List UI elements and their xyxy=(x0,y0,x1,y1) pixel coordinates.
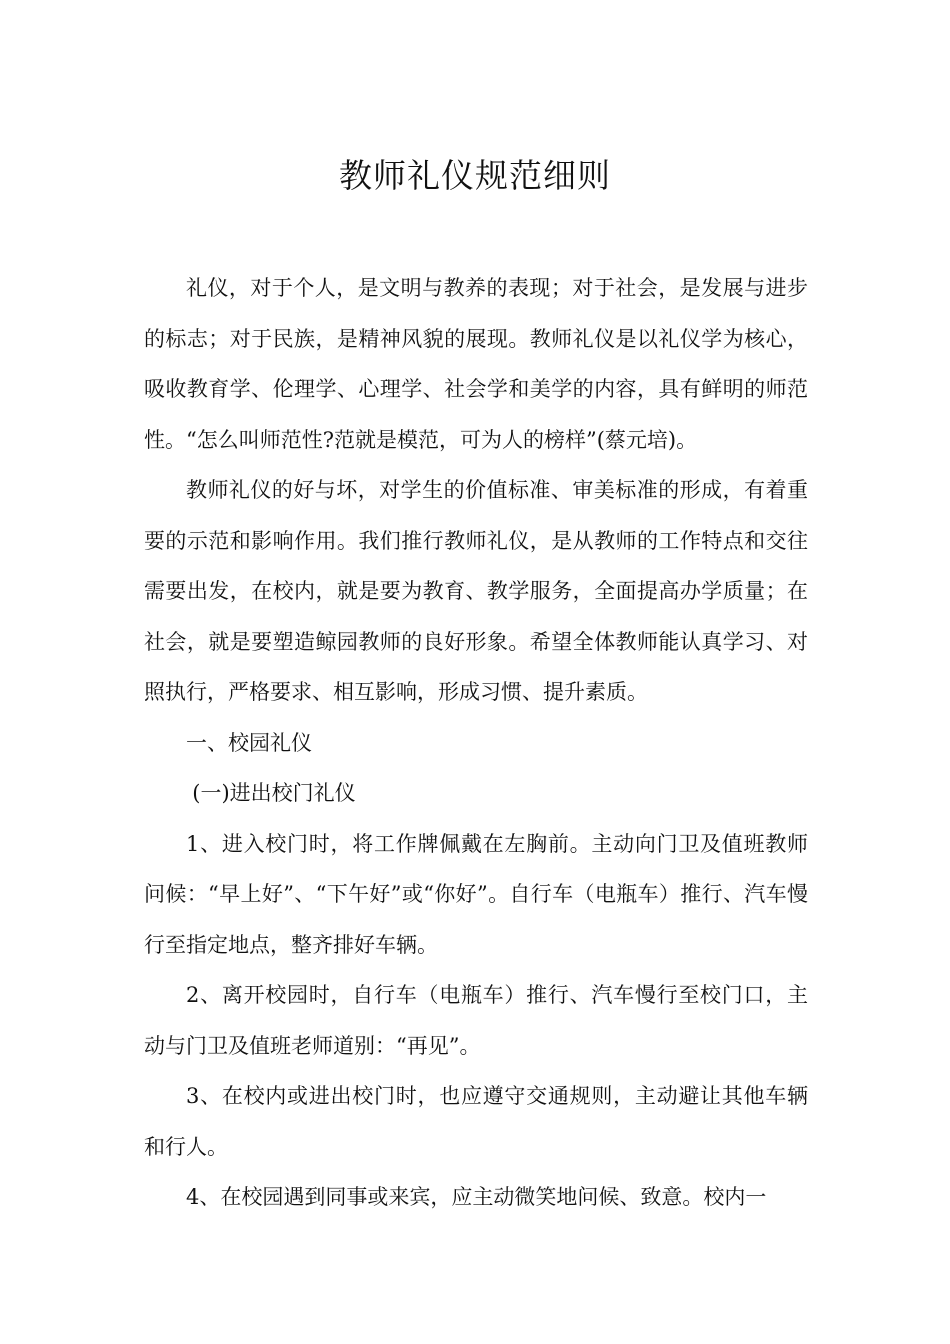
list-item-rule-2: 2、离开校园时，自行车（电瓶车）推行、汽车慢行至校门口，主动与门卫及值班老师道别：“再见”。 xyxy=(144,983,808,1058)
list-item-rule-4: 4、在校园遇到同事或来宾，应主动微笑地问候、致意。校内一 xyxy=(186,1185,767,1209)
subsection-heading-gate-etiquette: (一)进出校门礼仪 xyxy=(192,781,356,805)
list-item-rule-3: 3、在校内或进出校门时，也应遵守交通规则，主动避让其他车辆和行人。 xyxy=(144,1084,808,1159)
paragraph-purpose: 教师礼仪的好与坏，对学生的价值标准、审美标准的形成，有着重要的示范和影响作用。我们推行教师礼仪，是从教师的工作特点和交往需要出发，在校内，就是要为教育、教学服务，全面提高办学质量；在社会，就是要塑造鲸园教师的良好形象。希望全体教师能认真学习、对照执行，严格要求、相互影响，形成习惯、提升素质。 xyxy=(144,478,808,704)
document-body xyxy=(144,263,808,1223)
list-item-rule-1: 1、进入校门时，将工作牌佩戴在左胸前。主动向门卫及值班教师问候：“早上好”、“下午好”或“你好”。自行车（电瓶车）推行、汽车慢行至指定地点，整齐排好车辆。 xyxy=(144,831,808,957)
document-title: 教师礼仪规范细则 xyxy=(339,156,611,195)
section-heading-campus-etiquette: 一、校园礼仪 xyxy=(186,730,312,755)
paragraph-intro: 礼仪，对于个人，是文明与教养的表现；对于社会，是发展与进步的标志；对于民族，是精神风貌的展现。教师礼仪是以礼仪学为核心，吸收教育学、伦理学、心理学、社会学和美学的内容，具有鲜明的师范性。“怎么叫师范性?范就是模范，可为人的榜样”(蔡元培)。 xyxy=(144,276,808,452)
